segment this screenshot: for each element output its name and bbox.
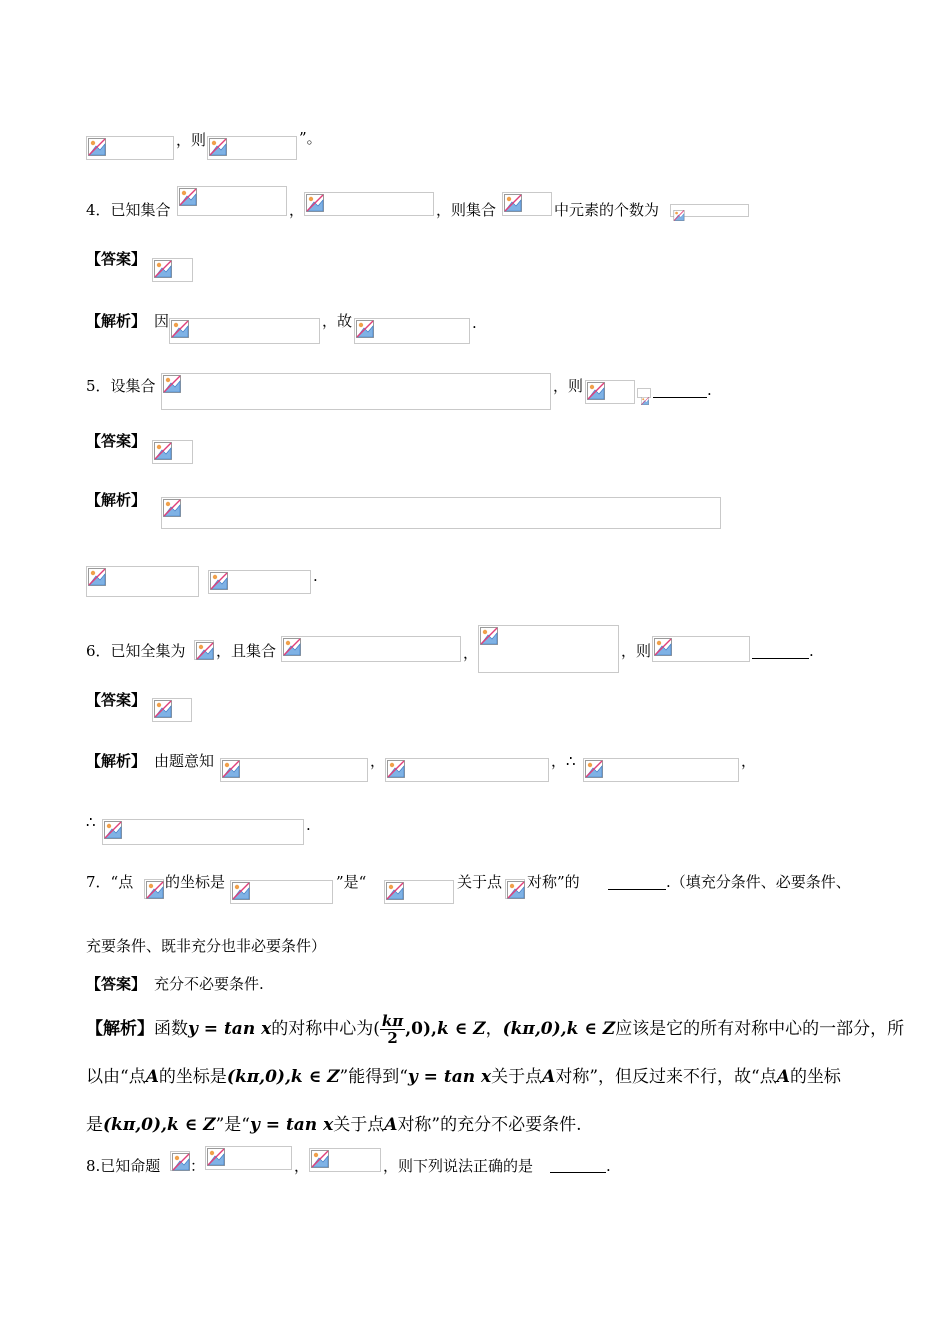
text: ”是“: [215, 1115, 250, 1135]
broken-image-icon: [88, 138, 106, 156]
broken-image-icon: [154, 260, 172, 278]
formula-image-box: [86, 566, 199, 597]
formula-image-box: [220, 758, 368, 782]
formula-image-box: [170, 1151, 190, 1171]
text: .: [306, 816, 311, 834]
formula-image-box: [384, 880, 454, 904]
formula-image-box: [205, 1146, 292, 1170]
broken-image-icon: [386, 882, 404, 900]
analysis-line: [86, 1113, 582, 1137]
text: 以由“点: [86, 1067, 146, 1087]
formula-image-box: [652, 636, 750, 662]
formula-image-box: [505, 879, 525, 899]
text: ，则: [553, 377, 584, 395]
formula-image-box: [230, 880, 333, 904]
formula-image-box: [304, 192, 434, 216]
text: ”。: [299, 129, 322, 147]
broken-image-icon: [585, 760, 603, 778]
text: ，: [289, 201, 305, 219]
broken-image-icon: [154, 442, 172, 460]
answer-text: 充分不必要条件.: [154, 975, 264, 993]
question-6: 6．已知全集为: [86, 642, 186, 660]
math-func: y = tan x: [188, 1019, 272, 1039]
broken-image-icon: [163, 499, 181, 517]
formula-image-box: [583, 758, 739, 782]
broken-image-icon: [222, 760, 240, 778]
broken-image-icon: [171, 320, 189, 338]
text: 的坐标是: [165, 873, 226, 891]
text: 关于点: [333, 1115, 385, 1135]
text: 因: [154, 312, 170, 330]
fraction-numerator: kπ: [381, 1012, 404, 1030]
text: 的坐标: [789, 1067, 841, 1087]
text: 中元素的个数为: [554, 201, 660, 219]
text: 由题意知: [154, 752, 215, 770]
text: 的对称中心为: [271, 1019, 374, 1039]
question-8: 8.已知命题: [86, 1157, 161, 1175]
text: ”能得到“: [339, 1067, 408, 1087]
math-kz: k ∈ Z: [290, 1067, 340, 1087]
math-point: (kπ,0),: [226, 1067, 291, 1087]
formula-image-box: [152, 440, 193, 464]
answer-label: 【答案】: [86, 691, 147, 709]
answer-label: 【答案】: [86, 432, 147, 450]
formula-image-box: [152, 258, 193, 282]
math-A: A: [776, 1067, 790, 1087]
formula-image-box: [102, 819, 304, 845]
formula-image-box: [152, 698, 192, 722]
math-kz: k ∈ Z: [166, 1115, 216, 1135]
text: 对称”的充分不必要条件.: [397, 1115, 582, 1135]
text: 对称”，但反过来不行，故“点: [555, 1067, 777, 1087]
broken-image-icon: [306, 194, 324, 212]
text: 充要条件、既非充分也非必要条件）: [86, 937, 327, 955]
text: ：: [190, 1157, 206, 1175]
text: ，: [463, 644, 479, 662]
answer-blank: [752, 644, 809, 659]
answer-blank: [653, 383, 707, 398]
formula-image-box: [637, 388, 651, 398]
text: 函数: [154, 1019, 188, 1039]
question-5: 5．设集合: [86, 377, 156, 395]
text: 对称”的: [527, 873, 580, 891]
broken-image-icon: [654, 638, 672, 656]
analysis-label: 【解析】: [86, 1019, 154, 1039]
broken-image-icon: [210, 572, 228, 590]
broken-image-icon: [504, 194, 522, 212]
text: ，则: [176, 131, 207, 149]
broken-image-icon: [88, 568, 106, 586]
text: ,0),: [405, 1019, 437, 1039]
formula-image-box: [309, 1148, 381, 1172]
broken-image-icon: [356, 320, 374, 338]
fraction-denominator: 2: [387, 1029, 398, 1047]
question-4: 4．已知集合: [86, 201, 171, 219]
formula-image-box: [144, 879, 164, 899]
text: 关于点: [457, 873, 503, 891]
formula-image-box: [161, 373, 551, 410]
broken-image-icon: [387, 760, 405, 778]
broken-image-icon: [172, 1153, 190, 1171]
text: ，则集合: [436, 201, 497, 219]
math-func: y = tan x: [407, 1067, 492, 1087]
broken-image-icon: [672, 206, 686, 217]
broken-image-icon: [104, 821, 122, 839]
broken-image-icon: [179, 188, 197, 206]
broken-image-icon: [146, 881, 164, 899]
broken-image-icon: [507, 881, 525, 899]
analysis-line: [86, 1065, 841, 1089]
math-A: A: [384, 1115, 398, 1135]
text: ，: [370, 752, 386, 770]
question-7: 7．“点: [86, 873, 134, 891]
formula-image-box: [86, 136, 174, 160]
formula-image-box: [354, 318, 470, 344]
broken-image-icon: [311, 1150, 329, 1168]
formula-image-box: [281, 636, 461, 662]
text: ，: [294, 1157, 310, 1175]
analysis-label: 【解析】: [86, 312, 147, 330]
formula-image-box: [207, 136, 297, 160]
formula-image-box: [177, 186, 287, 216]
answer-label: 【答案】: [86, 250, 147, 268]
text: ”是“: [336, 873, 367, 891]
answer-blank: [550, 1158, 606, 1173]
text: ，则下列说法正确的是: [383, 1157, 534, 1175]
text: ，: [741, 752, 757, 770]
formula-image-box: [502, 192, 552, 216]
broken-image-icon: [232, 882, 250, 900]
math-kz: k ∈ Z: [436, 1019, 486, 1039]
text: .: [809, 642, 814, 660]
broken-image-icon: [639, 390, 651, 398]
text: 关于点: [491, 1067, 543, 1087]
math-func: y = tan x: [249, 1115, 334, 1135]
text: .: [707, 381, 712, 399]
text: ，: [485, 1019, 503, 1039]
formula-image-box: [194, 640, 214, 660]
formula-image-box: [161, 497, 721, 529]
formula-image-box: [478, 625, 619, 673]
text: .: [606, 1157, 611, 1175]
analysis-label: 【解析】: [86, 491, 147, 509]
analysis-label: 【解析】: [86, 752, 147, 770]
text: 是: [86, 1115, 103, 1135]
broken-image-icon: [283, 638, 301, 656]
text: 的坐标是: [158, 1067, 227, 1087]
broken-image-icon: [207, 1148, 225, 1166]
therefore-symbol: ∴: [566, 752, 576, 770]
fraction: [380, 1013, 405, 1046]
math-A: A: [542, 1067, 556, 1087]
answer-blank: [608, 875, 666, 890]
text: ，则: [621, 642, 652, 660]
math-A: A: [145, 1067, 159, 1087]
text: ，故: [322, 312, 353, 330]
text: .: [313, 567, 318, 585]
broken-image-icon: [587, 382, 605, 400]
formula-image-box: [169, 318, 320, 344]
broken-image-icon: [209, 138, 227, 156]
math-kz: k ∈ Z: [566, 1019, 616, 1039]
formula-image-box: [385, 758, 549, 782]
formula-image-box: [208, 570, 311, 594]
broken-image-icon: [154, 700, 172, 718]
math-point: (kπ,0),: [502, 1019, 567, 1039]
math-point: (kπ,0),: [103, 1115, 167, 1135]
formula-image-box: [670, 204, 749, 217]
text: .（填充分条件、必要条件、: [666, 873, 851, 891]
text: ，: [551, 752, 567, 770]
text: 应该是它的所有对称中心的一部分，所: [615, 1019, 905, 1039]
text: ，且集合: [216, 642, 277, 660]
broken-image-icon: [196, 642, 214, 660]
broken-image-icon: [480, 627, 498, 645]
analysis-line: 【解析】函数y = tan x的对称中心为( $\frac{k\pi}{2}$ ,0),k ∈ Z，(kπ,0),k ∈ Z应该是它的所有对称中心的一部分，所: [86, 1012, 905, 1047]
formula-image-box: [585, 380, 635, 404]
text: .: [472, 314, 477, 332]
broken-image-icon: [163, 375, 181, 393]
answer-label: 【答案】: [86, 975, 147, 993]
therefore-symbol: ∴: [86, 813, 96, 831]
